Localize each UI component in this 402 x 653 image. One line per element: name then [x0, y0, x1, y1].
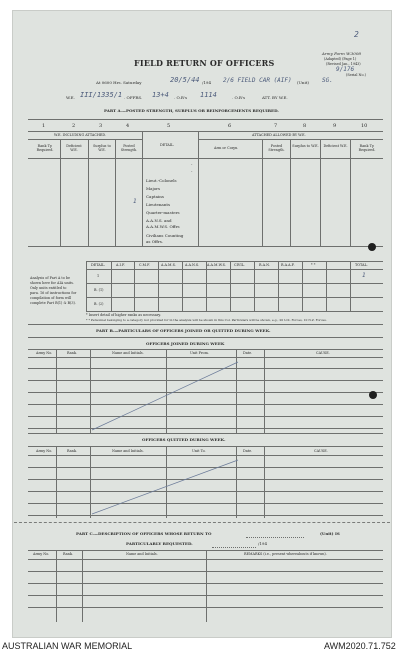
- rule: [264, 349, 265, 433]
- rule: [302, 261, 303, 311]
- analysis-note: compilation of form will: [30, 296, 72, 300]
- rank-label: Majors: [146, 186, 161, 191]
- joined-col-header: Unit From.: [190, 351, 209, 355]
- year-suffix: /194: [202, 80, 211, 85]
- sub-header: Surplus to W.E.: [93, 144, 111, 152]
- rule: [278, 261, 279, 311]
- quitted-col-header: Name and Initials.: [112, 449, 144, 453]
- analysis-row-label: B. (2): [94, 302, 104, 306]
- rank-label: Civilians Counting: [146, 233, 184, 238]
- detail-header: DETAIL.: [160, 143, 175, 147]
- rule: [56, 349, 57, 433]
- total-value: 1: [362, 272, 366, 279]
- col-number: 2: [72, 123, 76, 129]
- rule: [264, 446, 265, 518]
- col-number: 4: [126, 123, 130, 129]
- rule: [206, 261, 207, 311]
- unit-suffix: SG.: [322, 77, 333, 84]
- quitted-col-header: Army No.: [36, 449, 53, 453]
- col-number: 6: [228, 123, 232, 129]
- rule: [111, 261, 112, 311]
- rule: [28, 349, 383, 350]
- rule: [60, 139, 61, 246]
- page-title: FIELD RETURN OF OFFICERS: [134, 58, 275, 68]
- sub-header: Posted Strength.: [268, 144, 285, 152]
- att-label: ATT. BY W.E.: [262, 95, 288, 100]
- analysis-note: complete Part B(1) & B(3).: [30, 301, 76, 305]
- form-id-line-2: (Adapted) (Page 1): [324, 57, 357, 61]
- rule: [28, 131, 383, 132]
- sub-header: Deficient W.E.: [66, 144, 82, 152]
- col-number: 8: [303, 123, 307, 129]
- analysis-note: Only units entitled to: [30, 286, 67, 290]
- part-a-heading: PART A.—POSTED STRENGTH, SURPLUS OR REINFORCEMENTS REQUIRED.: [104, 108, 279, 113]
- part-c-year: /194: [258, 541, 267, 546]
- cancel-line: [90, 458, 240, 516]
- date-value: 20/5/44: [170, 76, 200, 84]
- rule: [350, 261, 351, 311]
- rule: [28, 158, 383, 159]
- analysis-note: shown here for AIA units.: [30, 281, 74, 285]
- joined-col-header: Name and Initials.: [112, 351, 144, 355]
- part-b-heading: PART B.—PARTICULARS OF OFFICERS JOINED OR QUITTED DURING WEEK.: [96, 328, 271, 333]
- sub-header: Deficient W.E.: [323, 144, 348, 148]
- analysis-col-header: TOTAL.: [355, 263, 368, 267]
- lieutenant-mark: 1: [133, 198, 137, 205]
- rule: [230, 261, 231, 311]
- at-line: At 0600 Hrs. Saturday: [96, 80, 142, 85]
- quitted-col-header: Unit To.: [192, 449, 206, 453]
- sub-header: Rank Ty. Required.: [358, 144, 376, 152]
- ors-we-label: . O.R's: [232, 95, 246, 100]
- col-number: 7: [274, 123, 278, 129]
- part-c-heading: PART C.—DESCRIPTION OF OFFICERS WHOSE RETURN TO: [76, 531, 212, 536]
- col-number: 5: [167, 123, 171, 129]
- rule: [246, 537, 304, 538]
- ors-label: . O.R's: [174, 95, 188, 100]
- rule: [86, 297, 383, 298]
- footnote: * Insert detail of higher ranks as necessary.: [86, 313, 161, 317]
- rule: [86, 261, 87, 311]
- col-number: 10: [361, 123, 368, 129]
- rule: [198, 131, 199, 246]
- we-including-header: W.E. INCLUDING ATTACHED.: [54, 133, 107, 137]
- analysis-col-header: C.M.F.: [139, 263, 151, 267]
- analysis-detail-header: DETAIL.: [91, 263, 106, 267]
- analysis-note: para. 16 of instructions for: [30, 291, 77, 295]
- we-value: III/1335/1: [80, 91, 123, 99]
- joined-title: OFFICERS JOINED DURING WEEK: [146, 341, 225, 346]
- punch-hole: [369, 391, 377, 399]
- rule: [320, 139, 321, 246]
- rule: [86, 283, 383, 284]
- analysis-col-header: A.A.M.S.: [161, 263, 176, 267]
- part-c-col-header: Rank.: [63, 552, 73, 556]
- rule: [56, 550, 57, 622]
- footer-credit: AUSTRALIAN WAR MEMORIAL: [2, 641, 133, 651]
- form-id-line-1: Army Form W.3008: [322, 51, 361, 56]
- rank-label: A.A.M.W.S. Offrs: [146, 224, 180, 229]
- rule: [350, 139, 351, 246]
- joined-col-header: Rank.: [67, 351, 77, 355]
- quitted-col-header: Date.: [243, 449, 253, 453]
- rule: [28, 455, 383, 456]
- rule: [28, 446, 383, 447]
- rule: [28, 337, 383, 338]
- quitted-title: OFFICERS QUITTED DURING WEEK.: [142, 437, 226, 442]
- cancel-line: [90, 360, 240, 432]
- rule: [134, 261, 135, 311]
- rule: [28, 357, 383, 358]
- rank-label: Captains: [146, 194, 164, 199]
- rule: [158, 261, 159, 311]
- col-number: 1: [42, 123, 46, 129]
- rule: [206, 550, 207, 622]
- analysis-col-header: CIVIL.: [234, 263, 246, 267]
- rule: [326, 261, 327, 311]
- rule: [142, 131, 143, 246]
- rule: [290, 139, 291, 246]
- we-label: W.E.: [66, 95, 75, 100]
- part-c-col-header: Army No.: [33, 552, 50, 556]
- analysis-row-label: 1: [97, 274, 100, 278]
- serial-label: (Serial No.): [346, 73, 366, 77]
- analysis-col-header: * *: [311, 263, 316, 267]
- footer-accession-number: AWM2020.71.752: [324, 641, 396, 651]
- marginal-dash: -: [191, 169, 193, 174]
- rank-label: as Offrs.: [146, 239, 164, 244]
- serial-value: 9/176: [336, 66, 355, 73]
- rule: [14, 522, 390, 523]
- punch-hole: [368, 243, 376, 251]
- sub-header: Surplus to W.E.: [292, 144, 319, 148]
- rank-label: Quarter-masters: [146, 210, 180, 215]
- col-number: 3: [99, 123, 103, 129]
- rule: [56, 446, 57, 518]
- col-number: 9: [333, 123, 337, 129]
- rule: [28, 433, 383, 434]
- part-c-unit: (Unit) IS: [320, 531, 340, 536]
- rule: [28, 246, 383, 247]
- rule: [182, 261, 183, 311]
- form-id-line-3: (Revised Jan., 1943): [326, 62, 361, 66]
- rule: [86, 269, 383, 270]
- part-c-col-header: REMARKS (i.e., present whereabouts if known).: [244, 552, 327, 556]
- analysis-note: Analysis of Part A to be: [30, 276, 71, 280]
- rank-label: A.A.N.S. and: [146, 218, 172, 223]
- rule: [86, 261, 383, 262]
- analysis-col-header: A.A.M.W.S.: [207, 263, 226, 267]
- rule: [86, 311, 383, 312]
- unit-value: 2/6 FIELD CAR (AIF): [223, 77, 292, 84]
- sub-header: Rank Ty. Required.: [36, 144, 54, 152]
- rule: [212, 547, 256, 548]
- part-c-requested: PARTICULARLY REQUESTED.: [126, 541, 193, 546]
- analysis-col-header: A.I.F.: [116, 263, 125, 267]
- joined-col-header: Date.: [243, 351, 253, 355]
- rule: [28, 119, 383, 120]
- rank-label: Lieut.-Colonels: [146, 178, 177, 183]
- quitted-col-header: Rank.: [67, 449, 77, 453]
- unit-label: (Unit): [297, 80, 309, 85]
- rule: [88, 139, 89, 246]
- attached-allowed-header: ATTACHED ALLOWED BY W.E.: [252, 133, 306, 137]
- analysis-row-label: B. (1): [94, 288, 104, 292]
- rule: [115, 139, 116, 246]
- ors-value: 1114: [200, 91, 217, 99]
- offrs-label: . OFFRS.: [124, 95, 143, 100]
- analysis-col-header: R.A.N.: [259, 263, 270, 267]
- rule: [28, 139, 142, 140]
- arm-corps-header: Arm or Corps.: [214, 146, 239, 150]
- analysis-col-header: A.A.N.S.: [185, 263, 200, 267]
- rule: [82, 550, 83, 622]
- quitted-col-header: CAUSE.: [314, 449, 328, 453]
- corner-number: 2: [354, 30, 359, 39]
- footnote: * * Personnel belonging to a category not provided for in the analysis will be shown in this Col. Particulars will be shown, e.g., 20 U.K. Forces, 10 N.Z. Forces.: [86, 318, 327, 322]
- marginal-dash: -: [191, 162, 193, 167]
- analysis-col-header: R.A.A.F.: [281, 263, 295, 267]
- part-c-col-header: Name and Initials.: [126, 552, 158, 556]
- rule: [254, 261, 255, 311]
- joined-col-header: Army No.: [36, 351, 53, 355]
- offrs-value: 13+4: [152, 91, 169, 99]
- footer-bar: [0, 640, 402, 653]
- rank-label: Lieutenants: [146, 202, 171, 207]
- sub-header: Posted Strength.: [120, 144, 138, 152]
- rule: [262, 139, 263, 246]
- joined-col-header: CAUSE.: [316, 351, 330, 355]
- rule: [28, 324, 383, 325]
